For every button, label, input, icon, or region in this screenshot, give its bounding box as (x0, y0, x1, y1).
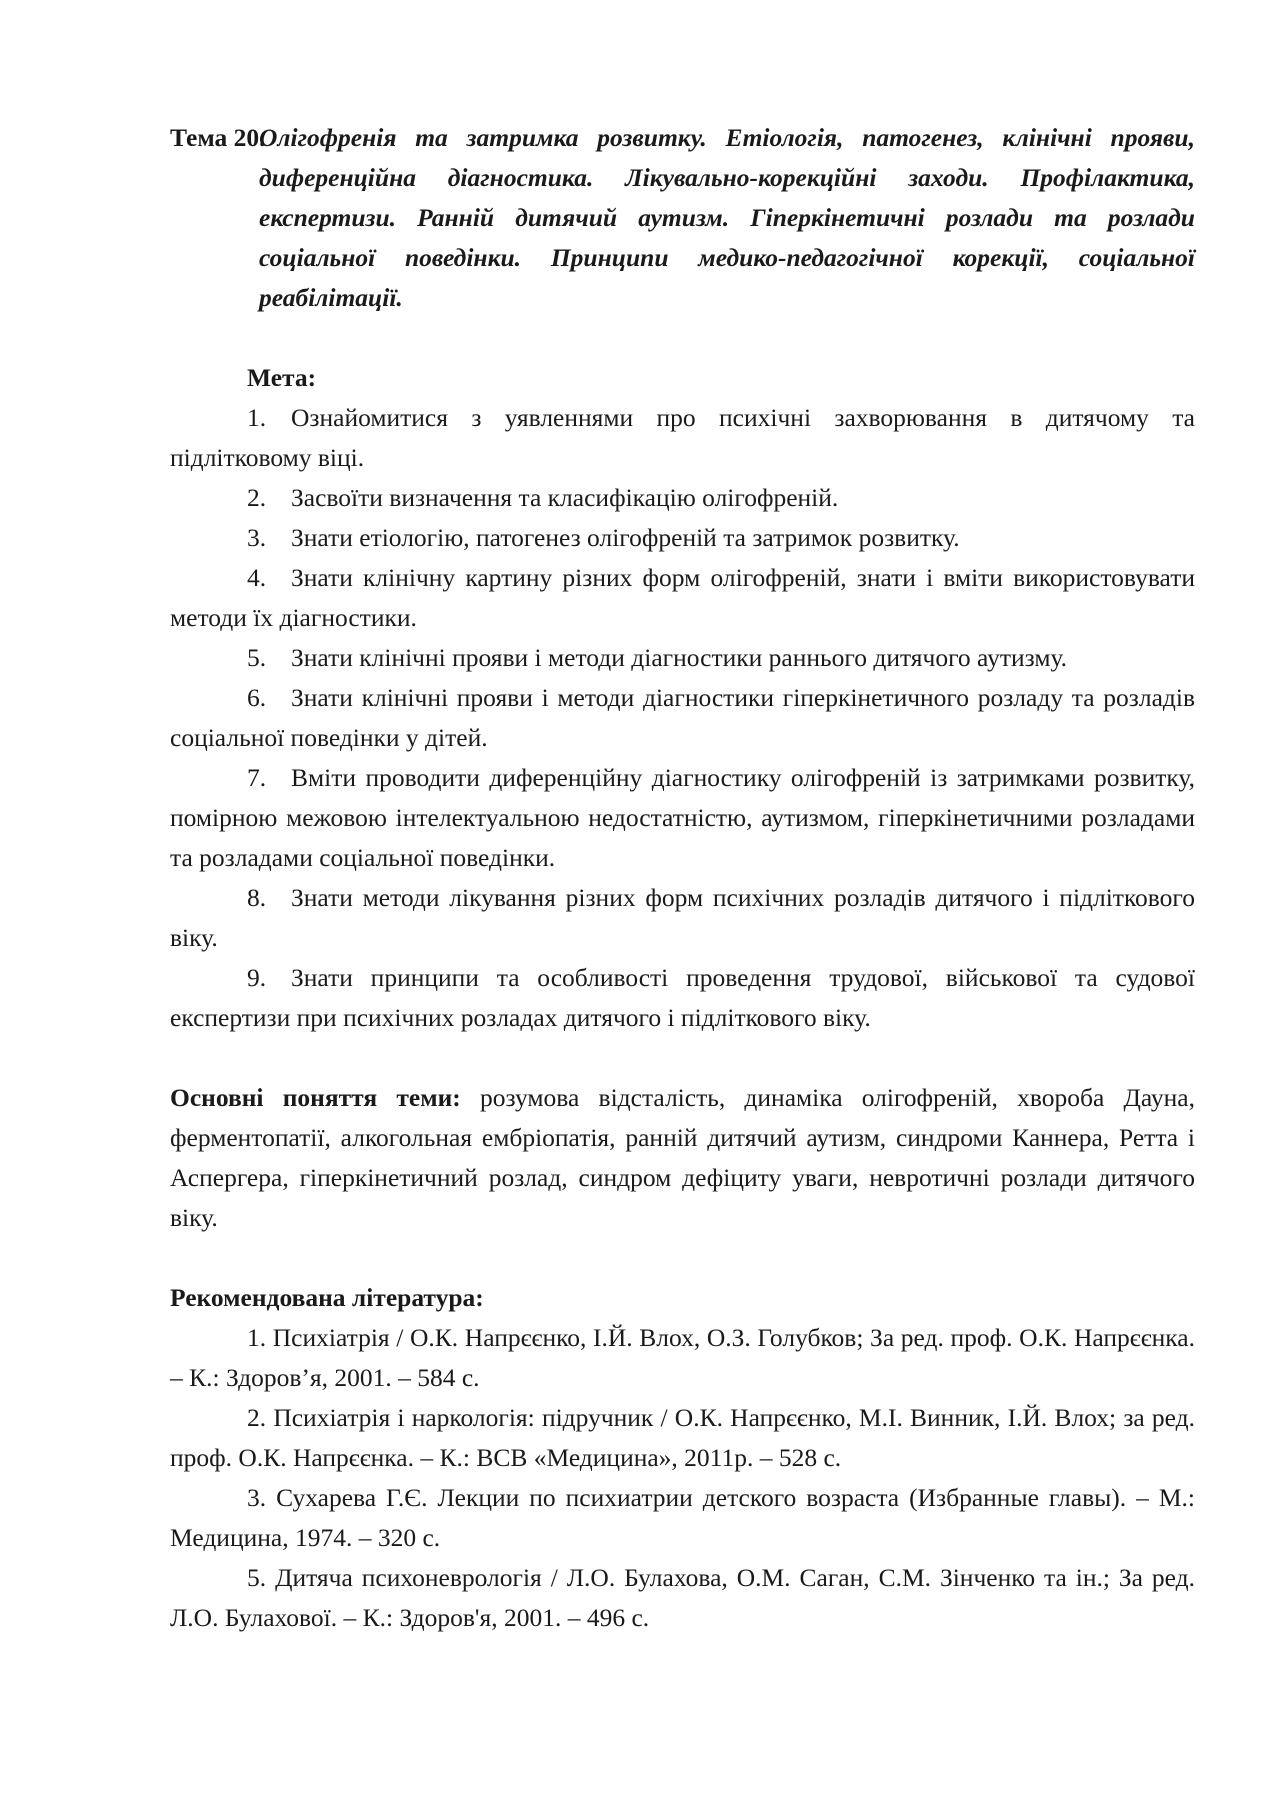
goal-text: Знати клінічні прояви і методи діагностики раннього дитячого аутизму. (291, 643, 1068, 672)
goal-text: Засвоїти визначення та класифікацію олігофреній. (291, 483, 839, 512)
goal-text: Знати методи лікування різних форм психічних розладів дитячого і підліткового віку. (170, 883, 1195, 952)
goal-text: Вміти проводити диференційну діагностику олігофреній із затримками розвитку, помірною межовою інтелектуальною недостатністю, аутизмом, гіперкінетичними розладами та розладами соціальної поведінки. (170, 763, 1195, 872)
literature-list (170, 1318, 1195, 1638)
goal-text: Знати етіологію, патогенез олігофреній та затримок розвитку. (291, 523, 960, 552)
key-concepts (170, 1078, 1195, 1238)
topic-heading (170, 118, 1195, 318)
goals-heading: Мета: (247, 363, 317, 392)
key-concepts-label: Основні поняття теми: (170, 1083, 461, 1112)
goal-item (170, 518, 1195, 558)
goal-item (170, 478, 1195, 518)
goals-list (170, 398, 1195, 1038)
goal-number: 8. (247, 883, 267, 912)
goal-item (170, 758, 1195, 878)
goal-number: 5. (247, 643, 267, 672)
literature-item: 2. Психіатрія і наркологія: підручник / О.К. Напрєєнко, М.І. Винник, І.Й. Влох; за ред. проф. О.К. Напрєєнка. – К.: ВСВ «Медицина», 2011р. – 528 с. (170, 1403, 1195, 1472)
literature-heading: Рекомендована література: (170, 1283, 484, 1312)
goal-item (170, 678, 1195, 758)
topic-title: Олігофренія та затримка розвитку. Етіологія, патогенез, клінічні прояви, диференційна діагностика. Лікувально-корекційні заходи. Профілактика, експертизи. Ранній дитячий аутизм. Гіперкінетичні розлади та розлади соціальної поведінки. Принципи медико-педагогічної корекції, соціальної реабілітації. (259, 123, 1195, 312)
goal-text: Ознайомитися з уявленнями про психічні захворювання в дитячому та підлітковому віці. (170, 403, 1195, 472)
goal-text: Знати принципи та особливості проведення трудової, військової та судової експертизи при психічних розладах дитячого і підліткового віку. (170, 963, 1195, 1032)
goal-item (170, 398, 1195, 478)
goal-number: 7. (247, 763, 267, 792)
literature-item: 5. Дитяча психоневрологія / Л.О. Булахова, О.М. Саган, С.М. Зінченко та ін.; За ред. Л.О. Булахової. – К.: Здоров'я, 2001. – 496 с. (170, 1563, 1195, 1632)
goal-number: 2. (247, 483, 267, 512)
key-concepts-text: розумова відсталість, динаміка олігофреній, хвороба Дауна, ферментопатії, алкогольная ембріопатія, ранній дитячий аутизм, синдроми Каннера, Ретта і Аспергера, гіперкінетичний розлад, синдром дефіциту уваги, невротичні розлади дитячого віку. (170, 1083, 1195, 1232)
goal-item (170, 958, 1195, 1038)
document-page (170, 118, 1195, 1638)
goal-text: Знати клінічні прояви і методи діагностики гіперкінетичного розладу та розладів соціальної поведінки у дітей. (170, 683, 1195, 752)
literature-item: 3. Сухарева Г.Є. Лекции по психиатрии детского возраста (Избранные главы). – М.: Медицина, 1974. – 320 с. (170, 1483, 1195, 1552)
goal-number: 1. (247, 403, 267, 432)
goal-text: Знати клінічну картину різних форм олігофреній, знати і вміти використовувати методи їх діагностики. (170, 563, 1195, 632)
goal-number: 6. (247, 683, 267, 712)
goal-item (170, 878, 1195, 958)
goal-number: 4. (247, 563, 267, 592)
topic-label: Тема 20. (170, 123, 266, 152)
literature-item: 1. Психіатрія / О.К. Напрєєнко, І.Й. Влох, О.З. Голубков; За ред. проф. О.К. Напрєєнка. – К.: Здоров’я, 2001. – 584 с. (170, 1323, 1195, 1392)
goal-item (170, 558, 1195, 638)
goal-number: 9. (247, 963, 267, 992)
goal-item (170, 638, 1195, 678)
goal-number: 3. (247, 523, 267, 552)
